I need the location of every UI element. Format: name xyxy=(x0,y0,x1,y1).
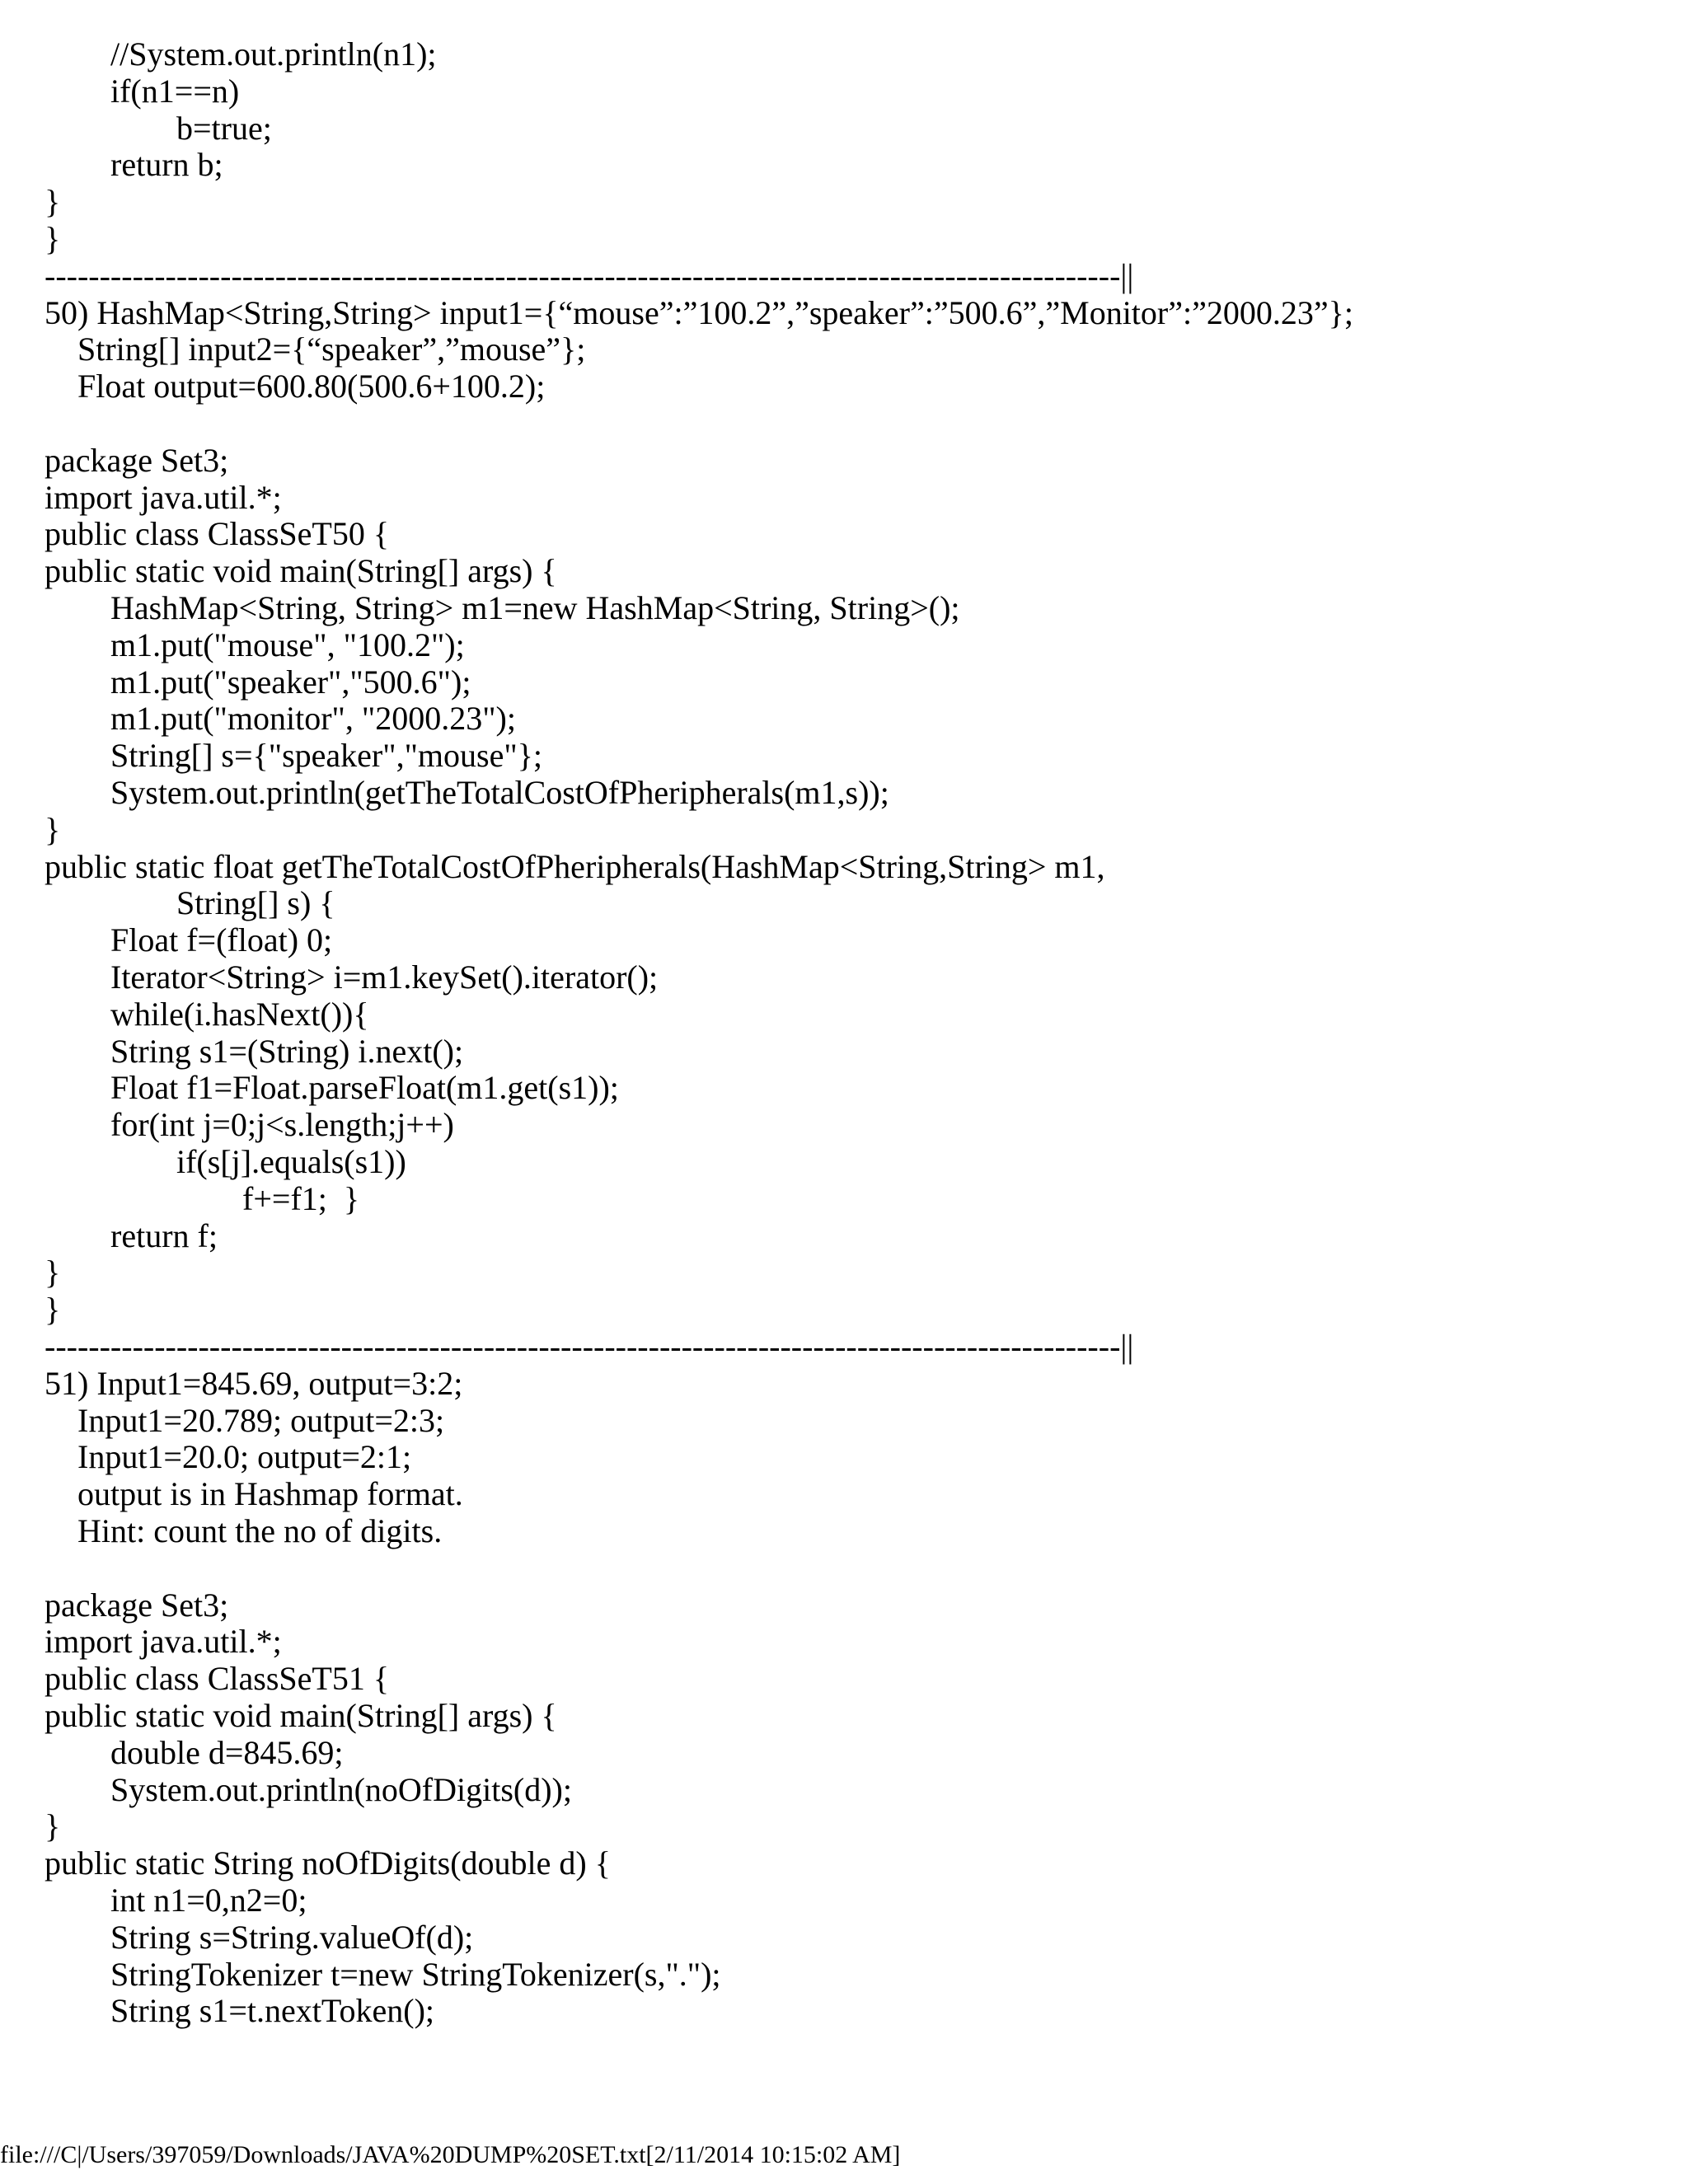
code-line: public static void main(String[] args) { xyxy=(45,552,557,590)
code-line: package Set3; xyxy=(45,441,229,479)
code-line: Input1=20.789; output=2:3; xyxy=(77,1401,445,1439)
code-line: } xyxy=(45,1291,61,1329)
code-line: m1.put("mouse", "100.2"); xyxy=(110,626,465,663)
code-line: f+=f1; } xyxy=(242,1179,360,1217)
section-divider: --------------------------------------------------------------------------------------------------|| xyxy=(45,1328,1134,1365)
code-line: String[] input2={“speaker”,”mouse”}; xyxy=(77,330,586,368)
code-line: Float output=600.80(500.6+100.2); xyxy=(77,368,546,405)
code-line: Hint: count the no of digits. xyxy=(77,1512,443,1549)
code-line: } xyxy=(45,183,61,221)
code-line: package Set3; xyxy=(45,1586,229,1624)
code-line: public static void main(String[] args) { xyxy=(45,1697,557,1734)
section-divider: --------------------------------------------------------------------------------------------------|| xyxy=(45,256,1134,294)
code-line: System.out.println(getTheTotalCostOfPheripherals(m1,s)); xyxy=(110,774,889,811)
code-line: System.out.println(noOfDigits(d)); xyxy=(110,1770,572,1808)
code-line: public class ClassSeT50 { xyxy=(45,515,390,553)
code-line: String s=String.valueOf(d); xyxy=(110,1918,474,1956)
code-line: m1.put("speaker","500.6"); xyxy=(110,663,471,701)
code-line: public class ClassSeT51 { xyxy=(45,1660,390,1698)
code-line: //System.out.println(n1); xyxy=(110,35,437,73)
code-line: String[] s) { xyxy=(176,884,335,922)
code-line: return f; xyxy=(110,1216,218,1254)
code-line: String s1=t.nextToken(); xyxy=(110,1992,435,2030)
code-line: import java.util.*; xyxy=(45,1623,282,1661)
code-line: output is in Hashmap format. xyxy=(77,1475,463,1513)
code-line: public static String noOfDigits(double d) { xyxy=(45,1844,611,1882)
code-line: } xyxy=(45,810,61,848)
code-line: b=true; xyxy=(176,109,272,147)
code-line: } xyxy=(45,220,61,257)
code-line: String s1=(String) i.next(); xyxy=(110,1032,464,1070)
code-line: HashMap<String, String> m1=new HashMap<String, String>(); xyxy=(110,589,960,626)
code-line: Float f=(float) 0; xyxy=(110,921,333,959)
code-line: for(int j=0;j<s.length;j++) xyxy=(110,1106,454,1144)
code-line: Iterator<String> i=m1.keySet().iterator(); xyxy=(110,958,659,996)
code-line: import java.util.*; xyxy=(45,478,282,516)
code-line: double d=845.69; xyxy=(110,1733,344,1771)
code-line: Input1=20.0; output=2:1; xyxy=(77,1438,412,1476)
code-line: } xyxy=(45,1807,61,1845)
code-line: 50) HashMap<String,String> input1={“mouse”:”100.2”,”speaker”:”500.6”,”Monitor”:”2000.23”}; xyxy=(45,293,1353,331)
code-line: while(i.hasNext()){ xyxy=(110,995,369,1033)
code-line: String[] s={"speaker","mouse"}; xyxy=(110,737,542,775)
code-line: if(s[j].equals(s1)) xyxy=(176,1143,406,1180)
code-line: } xyxy=(45,1254,61,1291)
code-line: int n1=0,n2=0; xyxy=(110,1882,307,1919)
code-line: m1.put("monitor", "2000.23"); xyxy=(110,700,516,738)
code-line: Float f1=Float.parseFloat(m1.get(s1)); xyxy=(110,1069,619,1107)
code-line: StringTokenizer t=new StringTokenizer(s,"."); xyxy=(110,1955,721,1993)
page-footer-file-path: file:///C|/Users/397059/Downloads/JAVA%20DUMP%20SET.txt[2/11/2014 10:15:02 AM] xyxy=(0,2141,901,2168)
code-line: public static float getTheTotalCostOfPheripherals(HashMap<String,String> m1, xyxy=(45,847,1105,885)
code-line: if(n1==n) xyxy=(110,72,240,110)
code-line: return b; xyxy=(110,146,223,184)
code-line: 51) Input1=845.69, output=3:2; xyxy=(45,1364,463,1402)
